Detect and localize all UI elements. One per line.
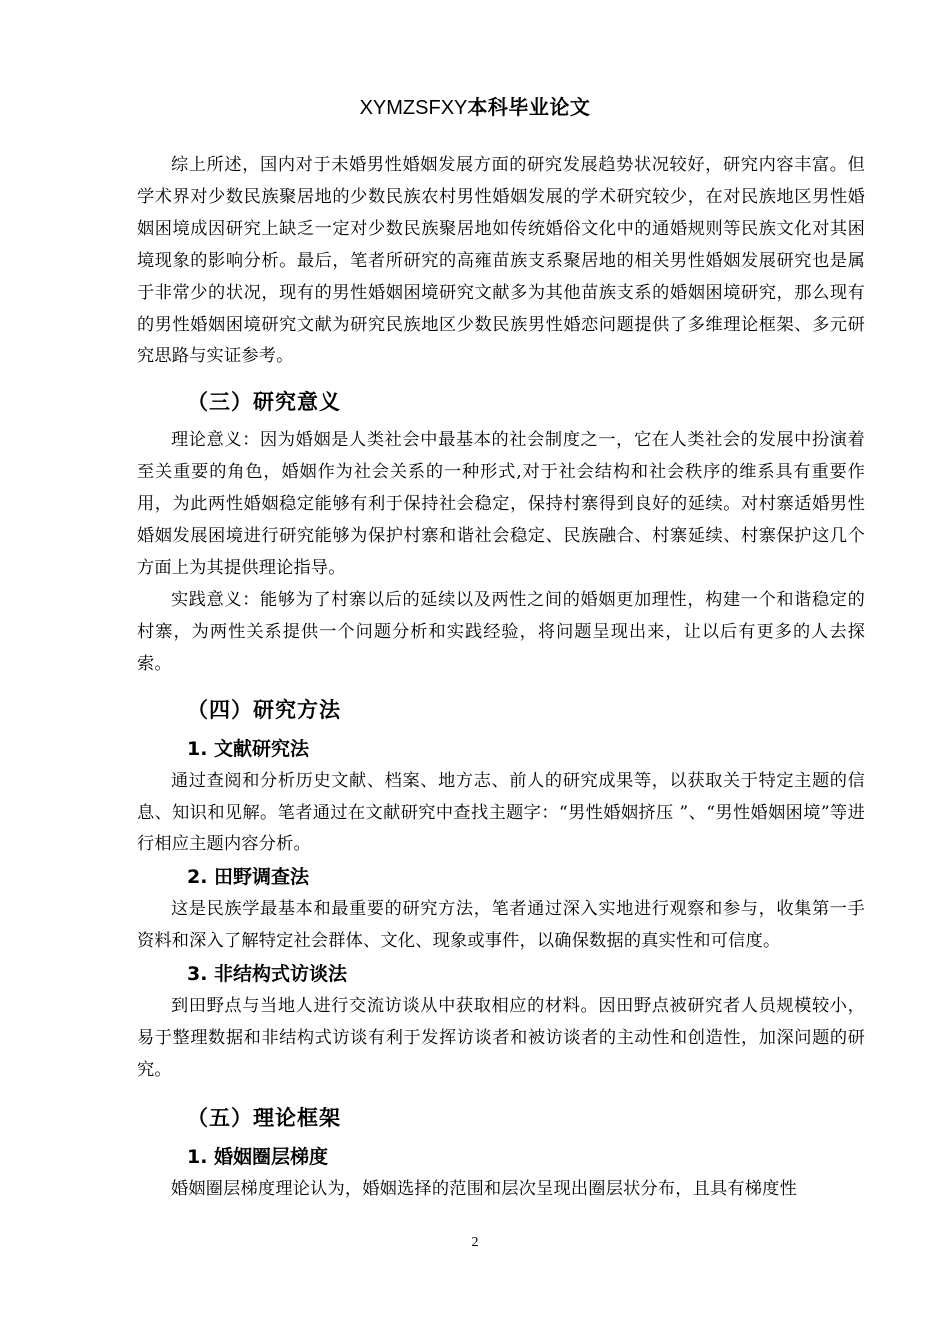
method-heading-fieldwork: 2. 田野调查法 <box>187 866 310 889</box>
method-heading-interview: 3. 非结构式访谈法 <box>187 963 348 986</box>
thesis-body <box>137 150 865 1206</box>
summary-paragraph: 综上所述，国内对于未婚男性婚姻发展方面的研究发展趋势状况较好，研究内容丰富。但学术界对少数民族聚居地的少数民族农村男性婚姻发展的学术研究较少，在对民族地区男性婚姻困境成因研究上缺乏一定对少数民族聚居地如传统婚俗文化中的通婚规则等民族文化对其困境现象的影响分析。最后，笔者所研究的高雍苗族支系聚居地的相关男性婚姻发展研究也是属于非常少的状况，现有的男性婚姻困境研究文献多为其他苗族支系的婚姻困境研究，那么现有的男性婚姻困境研究文献为研究民族地区少数民族男性婚恋问题提供了多维理论框架、多元研究思路与实证参考。 <box>137 155 865 367</box>
page-number: 2 <box>471 1235 479 1250</box>
page-header <box>0 92 950 123</box>
marriage-circle-paragraph: 婚姻圈层梯度理论认为，婚姻选择的范围和层次呈现出圈层状分布，且具有梯度性 <box>171 1178 797 1199</box>
fieldwork-method-paragraph: 这是民族学最基本和最重要的研究方法，笔者通过深入实地进行观察和参与，收集第一手资料和深入了解特定社会群体、文化、现象或事件，以确保数据的真实性和可信度。 <box>137 899 865 952</box>
interview-method-paragraph: 到田野点与当地人进行交流访谈从中获取相应的材料。因田野点被研究者人员规模较小，易于整理数据和非结构式访谈有利于发挥访谈者和被访谈者的主动性和创造性，加深问题的研究。 <box>137 996 865 1080</box>
practical-significance-paragraph: 实践意义：能够为了村寨以后的延续以及两性之间的婚姻更加理性，构建一个和谐稳定的村寨，为两性关系提供一个问题分析和实践经验，将问题呈现出来，让以后有更多的人去探索。 <box>137 589 865 674</box>
section-heading-framework: （五）理论框架 <box>187 1105 341 1130</box>
literature-method-paragraph: 通过查阅和分析历史文献、档案、地方志、前人的研究成果等，以获取关于特定主题的信息、知识和见解。笔者通过在文献研究中查找主题字：“男性婚姻挤压 ”、“男性婚姻困境”等进行相应主题内容分析。 <box>137 770 865 855</box>
section-heading-significance: （三）研究意义 <box>187 390 341 415</box>
header-title: 本科毕业论文 <box>467 95 591 119</box>
theoretical-significance-paragraph: 理论意义：因为婚姻是人类社会中最基本的社会制度之一，它在人类社会的发展中扮演着至关重要的角色，婚姻作为社会关系的一种形式,对于社会结构和社会秩序的维系具有重要作用，为此两性婚姻稳定能够有利于保持社会稳定，保持村寨得到良好的延续。对村寨适婚男性婚姻发展困境进行研究能够为保护村寨和谐社会稳定、民族融合、村寨延续、村寨保护这几个方面上为其提供理论指导。 <box>137 430 865 578</box>
section-heading-methods: （四）研究方法 <box>187 697 341 722</box>
method-heading-literature: 1. 文献研究法 <box>187 737 310 760</box>
header-code: XYMZSFXY <box>359 97 468 119</box>
framework-heading-marriage-circle: 1. 婚姻圈层梯度 <box>187 1145 329 1168</box>
